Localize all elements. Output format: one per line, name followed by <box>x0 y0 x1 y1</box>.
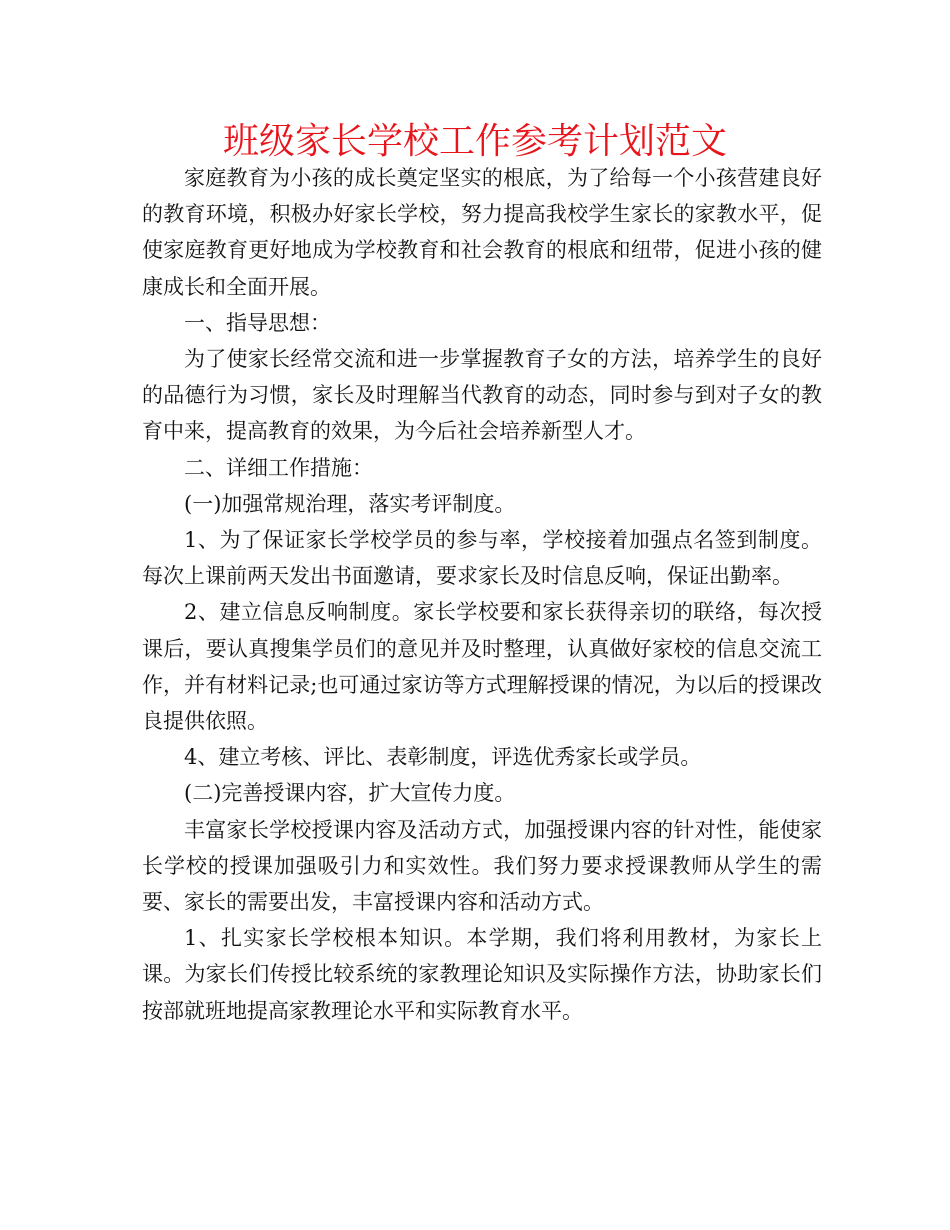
paragraph-attendance: 1、为了保证家长学校学员的参与率，学校接着加强点名签到制度。每次上课前两天发出书面邀请，要求家长及时信息反响，保证出勤率。 <box>142 528 822 589</box>
heading-guiding-ideology: 一、指导思想： <box>184 310 331 335</box>
paragraph-course-content: 丰富家长学校授课内容及活动方式，加强授课内容的针对性，能使家长学校的授课加强吸引力和实效性。我们努力要求授课教师从学生的需要、家长的需要出发，丰富授课内容和活动方式。 <box>142 817 822 915</box>
paragraph-intro: 家庭教育为小孩的成长奠定坚实的根底，为了给每一个小孩营建良好的教育环境，积极办好家长学校，努力提高我校学生家长的家教水平，促使家庭教育更好地成为学校教育和社会教育的根底和纽带，促进小孩的健康成长和全面开展。 <box>142 166 822 299</box>
document-title: 班级家长学校工作参考计划范文 <box>222 121 727 162</box>
paragraph-guiding-ideology: 为了使家长经常交流和进一步掌握教育子女的方法，培养学生的良好的品德行为习惯，家长及时理解当代教育的动态，同时参与到对子女的教育中来，提高教育的效果，为今后社会培养新型人才。 <box>142 347 822 444</box>
paragraph-evaluation: 4、建立考核、评比、表彰制度，评选优秀家长或学员。 <box>184 745 702 770</box>
paragraph-feedback: 2、建立信息反响制度。家长学校要和家长获得亲切的联络，每次授课后，要认真搜集学员们的意见并及时整理，认真做好家校的信息交流工作，并有材料记录;也可通过家访等方式理解授课的情况，为以后的授课改良提供依照。 <box>142 600 822 734</box>
subheading-course-content: (二)完善授课内容，扩大宣传力度。 <box>184 781 516 806</box>
subheading-routine-management: (一)加强常规治理，落实考评制度。 <box>184 491 516 516</box>
paragraph-basic-knowledge: 1、扎实家长学校根本知识。本学期，我们将利用教材，为家长上课。为家长们传授比较系统的家教理论知识及实际操作方法，协助家长们按部就班地提高家教理论水平和实际教育水平。 <box>142 926 822 1023</box>
document-body <box>142 160 822 1029</box>
heading-work-measures: 二、详细工作措施： <box>184 455 373 480</box>
